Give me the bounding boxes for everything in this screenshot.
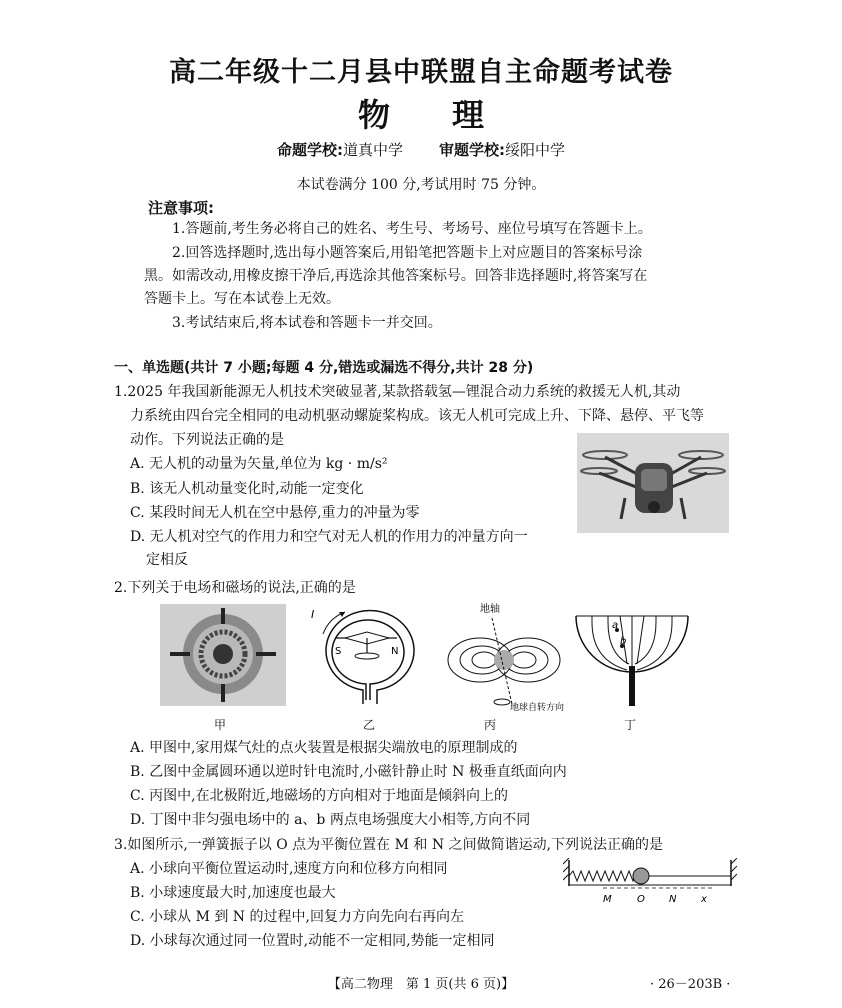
- q2-option-b: B. 乙图中金属圆环通以逆时针电流时,小磁针静止时 N 极垂直纸面向内: [130, 764, 567, 780]
- q2-option-d: D. 丁图中非匀强电场中的 a、b 两点电场强度大小相等,方向不同: [130, 812, 531, 828]
- setter-label: 命题学校:: [276, 141, 343, 159]
- q2-stem: 2.下列关于电场和磁场的说法,正确的是: [114, 580, 356, 596]
- q3-option-b: B. 小球速度最大时,加速度也最大: [130, 885, 336, 901]
- subject-title: 物理: [357, 96, 546, 134]
- school-info: [0, 139, 842, 160]
- fig-label-ding: 丁: [624, 718, 637, 732]
- q1-option-d: D. 无人机对空气的作用力和空气对无人机的作用力的冲量方向一: [130, 529, 528, 545]
- gas-stove-photo: [160, 604, 286, 706]
- q1-option-a: A. 无人机的动量为矢量,单位为 kg · m/s²: [130, 456, 388, 472]
- fig-label-jia: 甲: [214, 718, 227, 732]
- x-axis-label: x: [701, 894, 707, 905]
- setter-school: 道真中学: [342, 141, 403, 159]
- reviewer-label: 审题学校:: [439, 141, 505, 159]
- point-o-label: O: [637, 894, 645, 905]
- q3-option-c: C. 小球从 M 到 N 的过程中,回复力方向先向右再向左: [130, 909, 464, 925]
- notice-title: 注意事项:: [148, 199, 214, 217]
- q3-option-a: A. 小球向平衡位置运动时,速度方向和位移方向相同: [130, 861, 448, 877]
- notice-line: 黑。如需改动,用橡皮擦干净后,再选涂其他答案标号。回答非选择题时,将答案写在: [144, 268, 648, 284]
- q1-option-c: C. 某段时间无人机在空中悬停,重力的冲量为零: [130, 505, 420, 521]
- full-marks-note: 本试卷满分 100 分,考试用时 75 分钟。: [296, 177, 546, 193]
- ring-current-figure: [305, 604, 425, 708]
- q1-option-d-cont: 定相反: [146, 552, 188, 568]
- drone-photo: [577, 433, 729, 533]
- fig-label-bing: 丙: [484, 718, 497, 732]
- current-label: I: [311, 608, 315, 621]
- electric-field-figure: [572, 608, 692, 710]
- q3-stem: 3.如图所示,一弹簧振子以 O 点为平衡位置在 M 和 N 之间做简谐运动,下列说法正确的是: [114, 837, 664, 853]
- q2-option-c: C. 丙图中,在北极附近,地磁场的方向相对于地面是倾斜向上的: [130, 788, 509, 804]
- point-a-label: a: [612, 620, 619, 631]
- q3-option-d: D. 小球每次通过同一位置时,动能不一定相同,势能一定相同: [130, 933, 495, 949]
- q1-stem-line: 动作。下列说法正确的是: [130, 432, 284, 448]
- notice-line: 1.答题前,考生务必将自己的姓名、考生号、考场号、座位号填写在答题卡上。: [172, 221, 652, 237]
- earth-axis-label: 地轴: [480, 604, 500, 615]
- page-footer: 【高二物理 第 1 页(共 6 页)】: [327, 977, 515, 992]
- point-n-label: N: [669, 894, 677, 905]
- point-m-label: M: [603, 894, 612, 905]
- notice-line: 3.考试结束后,将本试卷和答题卡一并交回。: [172, 315, 442, 331]
- reviewer-school: 绥阳中学: [505, 141, 566, 159]
- earth-field-figure: [440, 600, 570, 716]
- south-pole-label: S: [335, 646, 342, 657]
- point-b-label: b: [620, 636, 627, 647]
- exam-title: 高二年级十二月县中联盟自主命题考试卷: [169, 57, 673, 88]
- notice-line: 答题卡上。写在本试卷上无效。: [144, 291, 340, 307]
- q1-stem-line: 力系统由四台完全相同的电动机驱动螺旋桨构成。该无人机可完成上升、下降、悬停、平飞等: [130, 408, 704, 424]
- north-pole-label: N: [391, 646, 399, 657]
- q2-option-a: A. 甲图中,家用煤气灶的点火装置是根据尖端放电的原理制成的: [130, 740, 518, 756]
- section-title: 一、单选题(共计 7 小题;每题 4 分,错选或漏选不得分,共计 28 分): [114, 360, 534, 376]
- notice-line: 2.回答选择题时,选出每小题答案后,用铅笔把答题卡上对应题目的答案标号涂: [172, 245, 643, 261]
- q1-stem-line: 1.2025 年我国新能源无人机技术突破显著,某款搭载氢—锂混合动力系统的救援无人机,其动: [114, 384, 681, 400]
- earth-rotation-label: 地球自转方向: [510, 703, 565, 713]
- fig-label-yi: 乙: [363, 718, 376, 732]
- paper-code: · 26－203B ·: [650, 977, 731, 992]
- spring-oscillator-figure: [563, 858, 737, 908]
- q1-option-b: B. 该无人机动量变化时,动能一定变化: [130, 481, 364, 497]
